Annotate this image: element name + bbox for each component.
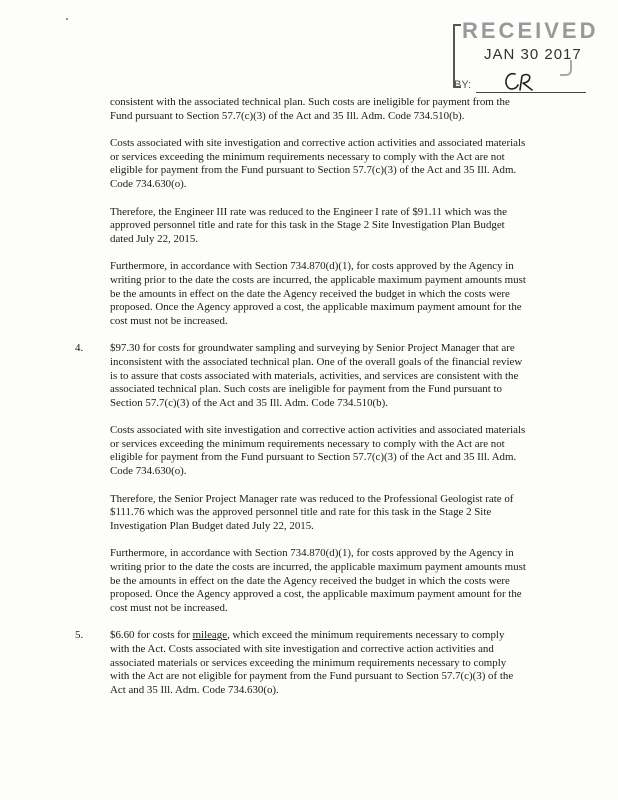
item-text: $97.30 for costs for groundwater sampling and surveying by Senior Project Manager that are inconsistent with the associated technical plan. One of the overall goals of the financial review is to assure that costs associated with materials, activities, and services are consistent with the associated technical plan. Such costs are ineligible for payment from the Fund pursuant to Section 57.7(c)(3) of the Act and 35 Ill. Adm. Code 734.510(b).	[110, 342, 523, 409]
item-number: 5.	[75, 629, 84, 642]
stamp-title: RECEIVED	[462, 18, 599, 43]
paragraph-costs-exceeding: Costs associated with site investigation and corrective action activities and associated materials or services exceeding the minimum requirements necessary to comply with the Act are not eligible for payment from the Fund pursuant to Section 57.7(c)(3) of the Act and 35 Ill. Adm. Code 734.630(o).	[110, 137, 526, 190]
stamp-by-label: BY:	[454, 79, 472, 91]
list-item-4	[75, 342, 526, 410]
paragraph-ineligible-cont: consistent with the associated technical plan. Such costs are ineligible for payment from the Fund pursuant to Section 57.7(c)(3) of the Act and 35 Ill. Adm. Code 734.510(b).	[110, 96, 510, 122]
paragraph-engineer-rate: Therefore, the Engineer III rate was reduced to the Engineer I rate of $91.11 which was the approved personnel title and rate for this task in the Stage 2 Site Investigation Plan Budget dated July 22, 2015.	[110, 205, 507, 245]
mileage-emphasis: mileage	[192, 629, 228, 642]
received-stamp	[448, 16, 618, 96]
paragraph-costs-exceeding-2: Costs associated with site investigation and corrective action activities and associated materials or services exceeding the minimum requirements necessary to comply with the Act are not eligible for payment from the Fund pursuant to Section 57.7(c)(3) of the Act and 35 Ill. Adm. Code 734.630(o).	[110, 424, 526, 478]
scan-speck	[66, 18, 68, 20]
paragraph-furthermore-2: Furthermore, in accordance with Section 734.870(d)(1), for costs approved by the Agency in writing prior to the date the costs are incurred, the applicable maximum payment amounts must be the amounts in effect on the date the Agency received the budget in which the costs were proposed. Once the Agency approved a cost, the applicable maximum payment amount for the cost must not be increased.	[110, 547, 526, 614]
item-number: 4.	[75, 342, 84, 355]
stamp-date: JAN 30 2017	[484, 46, 582, 63]
stamp-corner-mark	[560, 60, 572, 76]
paragraph-furthermore: Furthermore, in accordance with Section 734.870(d)(1), for costs approved by the Agency in writing prior to the date the costs are incurred, the applicable maximum payment amounts must be the amounts in effect on the date the Agency received the budget in which the costs were proposed. Once the Agency approved a cost, the applicable maximum payment amount for the cost must not be increased.	[110, 260, 526, 327]
item-text-rest: , which exceed the minimum requirements necessary to comply with the Act. Costs associated with site investigation and corrective action activities and associated materials or services exceeding the minimum requirements necessary to comply with the Act are not eligible for payment from the Fund pursuant to Section 57.7(c)(3) of the Act and 35 Ill. Adm. Code 734.630(o).	[110, 629, 514, 696]
paragraph-senior-pm-rate: Therefore, the Senior Project Manager rate was reduced to the Professional Geologist rate of $111.76 which was the approved personnel title and rate for this task in the Stage 2 Site Investigation Plan Budget dated July 22, 2015.	[110, 492, 514, 532]
letter-body	[75, 96, 526, 711]
handwritten-initials	[502, 68, 542, 94]
list-item-5	[75, 629, 526, 697]
item-text-lead: $6.60 for costs for	[110, 629, 193, 642]
